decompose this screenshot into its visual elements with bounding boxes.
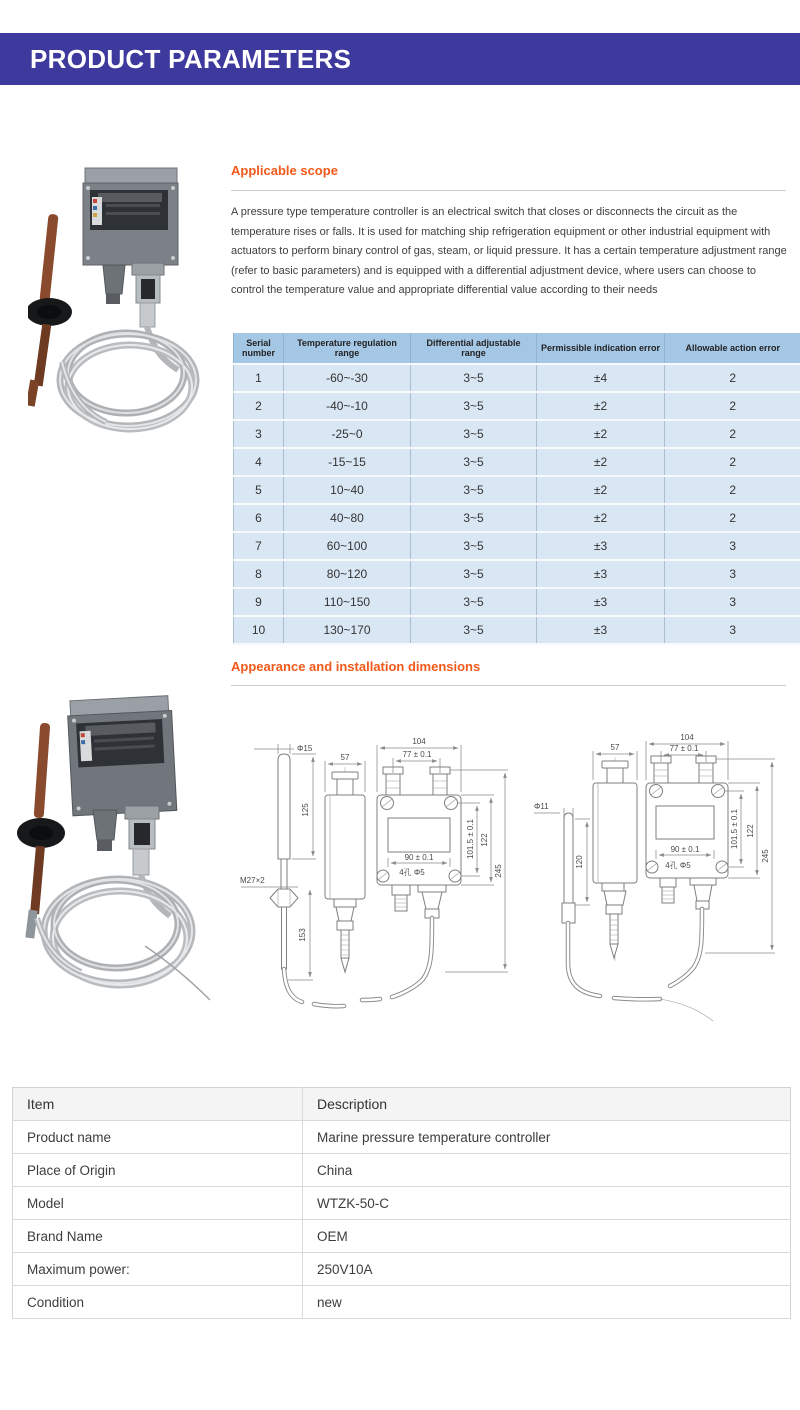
- spec-table: [12, 1087, 791, 1319]
- table-cell: 40~80: [284, 504, 411, 532]
- table-cell: 3: [234, 420, 284, 448]
- table-cell: -40~-10: [284, 392, 411, 420]
- table-cell: 3~5: [411, 560, 537, 588]
- side-view-outline: [593, 757, 637, 963]
- table-row: [13, 1154, 791, 1187]
- table-cell: -60~-30: [284, 364, 411, 392]
- table-row: [234, 616, 800, 644]
- table-cell: 250V10A: [303, 1253, 791, 1286]
- table-cell: 3~5: [411, 532, 537, 560]
- table-cell: 6: [234, 504, 284, 532]
- box-connectors: [103, 263, 164, 327]
- column-header: Temperature regulation range: [284, 333, 411, 364]
- table-cell: 2: [665, 420, 800, 448]
- table-header-row: [234, 333, 800, 364]
- dim-label-side-width: 57: [340, 753, 350, 762]
- table-row: [13, 1121, 791, 1154]
- table-cell: ±2: [537, 448, 665, 476]
- table-row: [13, 1220, 791, 1253]
- section-heading-dimensions: Appearance and installation dimensions: [231, 659, 481, 674]
- table-cell: Product name: [13, 1121, 303, 1154]
- table-cell: 3~5: [411, 448, 537, 476]
- table-cell: 7: [234, 532, 284, 560]
- dim-label-probe-length: 125: [301, 803, 310, 817]
- dimension-diagram-left: [240, 715, 520, 1030]
- dim-label-hole-vertical-span: 101.5 ± 0.1: [730, 809, 739, 849]
- table-cell: 10~40: [284, 476, 411, 504]
- table-cell: China: [303, 1154, 791, 1187]
- column-header: Differential adjustable range: [411, 333, 537, 364]
- table-row: [234, 476, 800, 504]
- divider: [231, 190, 786, 191]
- dim-label-mount-top-span: 77 ± 0.1: [669, 744, 699, 753]
- table-cell: 2: [665, 364, 800, 392]
- table-cell: 3: [665, 560, 800, 588]
- dim-label-hole-horizontal-span: 90 ± 0.1: [670, 845, 700, 854]
- table-row: [234, 588, 800, 616]
- box-connectors: [93, 806, 159, 875]
- table-row: [234, 392, 800, 420]
- dim-label-mount-top-span: 77 ± 0.1: [402, 750, 432, 759]
- dim-label-probe-length: 120: [575, 855, 584, 869]
- scope-paragraph: A pressure type temperature controller is an electrical switch that closes or disconnects the circuit as the temperature rises or falls. It is used for matching ship refrigeration equipment or other industrial equipment with actuators to perform binary control of gas, steam, or liquid pressure. It has a certain temperature adjustment range (refer to basic parameters) and is equipped with a differential adjustment device, where users can choose to control the temperature value and appropriate differential value according to their needs: [231, 206, 787, 297]
- dimension-diagram-right: [520, 715, 800, 1030]
- table-cell: ±3: [537, 616, 665, 644]
- dim-label-body-height: 122: [746, 824, 755, 838]
- table-cell: 2: [234, 392, 284, 420]
- table-cell: 2: [665, 504, 800, 532]
- table-cell: 1: [234, 364, 284, 392]
- table-row: [13, 1286, 791, 1319]
- dim-label-holes-note: 4孔 Φ5: [399, 868, 425, 877]
- table-row: [13, 1253, 791, 1286]
- table-cell: ±4: [537, 364, 665, 392]
- dim-label-body-height: 122: [480, 833, 489, 847]
- table-cell: 9: [234, 588, 284, 616]
- controller-box: [67, 696, 177, 816]
- table-cell: 3~5: [411, 504, 537, 532]
- front-view-outline: [646, 756, 728, 986]
- table-cell: ±3: [537, 588, 665, 616]
- table-cell: Model: [13, 1187, 303, 1220]
- table-cell: 3: [665, 588, 800, 616]
- table-cell: Maximum power:: [13, 1253, 303, 1286]
- table-cell: 3: [665, 532, 800, 560]
- table-cell: Condition: [13, 1286, 303, 1319]
- table-row: [234, 504, 800, 532]
- column-header: Item: [13, 1088, 303, 1121]
- table-cell: Brand Name: [13, 1220, 303, 1253]
- capillary-coil: [60, 327, 196, 429]
- table-cell: new: [303, 1286, 791, 1319]
- table-cell: Place of Origin: [13, 1154, 303, 1187]
- table-cell: 2: [665, 448, 800, 476]
- table-cell: 110~150: [284, 588, 411, 616]
- dim-label-hole-vertical-span: 101.5 ± 0.1: [466, 819, 475, 859]
- table-cell: ±3: [537, 532, 665, 560]
- capillary-coil: [37, 875, 210, 1000]
- table-cell: ±3: [537, 560, 665, 588]
- spec-table-container: [12, 1087, 790, 1319]
- column-header: Allowable action error: [665, 333, 800, 364]
- column-header: Serial number: [234, 333, 284, 364]
- dim-label-hole-horizontal-span: 90 ± 0.1: [404, 853, 434, 862]
- table-cell: 60~100: [284, 532, 411, 560]
- column-header: Description: [303, 1088, 791, 1121]
- divider: [231, 685, 786, 686]
- table-cell: 3: [665, 616, 800, 644]
- table-row: [234, 560, 800, 588]
- table-cell: -15~15: [284, 448, 411, 476]
- dim-label-front-width: 104: [412, 737, 426, 746]
- table-cell: 3~5: [411, 476, 537, 504]
- dim-label-front-width: 104: [680, 733, 694, 742]
- dim-label-total-height: 245: [761, 849, 770, 863]
- table-cell: 3~5: [411, 392, 537, 420]
- table-cell: 5: [234, 476, 284, 504]
- table-cell: 80~120: [284, 560, 411, 588]
- dim-label-thread-spec: M27×2: [240, 876, 265, 885]
- table-row: [13, 1187, 791, 1220]
- table-cell: 4: [234, 448, 284, 476]
- product-photo-2: [5, 688, 235, 1016]
- table-cell: 3~5: [411, 616, 537, 644]
- table-row: [234, 420, 800, 448]
- dim-label-probe-diameter: Φ15: [297, 744, 313, 753]
- parameters-table: [233, 333, 800, 645]
- front-view-outline: [362, 767, 461, 1000]
- table-cell: WTZK-50-C: [303, 1187, 791, 1220]
- table-cell: ±2: [537, 504, 665, 532]
- section-banner: [0, 33, 800, 85]
- table-cell: 2: [665, 392, 800, 420]
- table-cell: 8: [234, 560, 284, 588]
- table-cell: 3~5: [411, 364, 537, 392]
- dim-label-holes-note: 4孔 Φ5: [665, 861, 691, 870]
- controller-box: [83, 168, 178, 265]
- table-cell: 10: [234, 616, 284, 644]
- table-header-row: [13, 1088, 791, 1121]
- dim-label-probe-diameter: Φ11: [534, 802, 549, 811]
- product-photo-1: [28, 152, 233, 452]
- table-row: [234, 364, 800, 392]
- table-cell: 2: [665, 476, 800, 504]
- table-row: [234, 532, 800, 560]
- dim-label-side-width: 57: [610, 743, 620, 752]
- table-cell: Marine pressure temperature controller: [303, 1121, 791, 1154]
- dim-label-total-height: 245: [494, 864, 503, 878]
- table-cell: OEM: [303, 1220, 791, 1253]
- table-cell: 130~170: [284, 616, 411, 644]
- dim-label-stem-length: 153: [298, 928, 307, 942]
- table-cell: -25~0: [284, 420, 411, 448]
- side-view-outline: [325, 767, 365, 972]
- table-cell: ±2: [537, 476, 665, 504]
- parameters-table-container: [233, 333, 800, 645]
- section-heading-applicable-scope: Applicable scope: [231, 163, 338, 178]
- table-row: [234, 448, 800, 476]
- page-title: PRODUCT PARAMETERS: [30, 43, 352, 74]
- table-cell: 3~5: [411, 588, 537, 616]
- table-cell: ±2: [537, 392, 665, 420]
- column-header: Permissible indication error: [537, 333, 665, 364]
- table-cell: ±2: [537, 420, 665, 448]
- table-cell: 3~5: [411, 420, 537, 448]
